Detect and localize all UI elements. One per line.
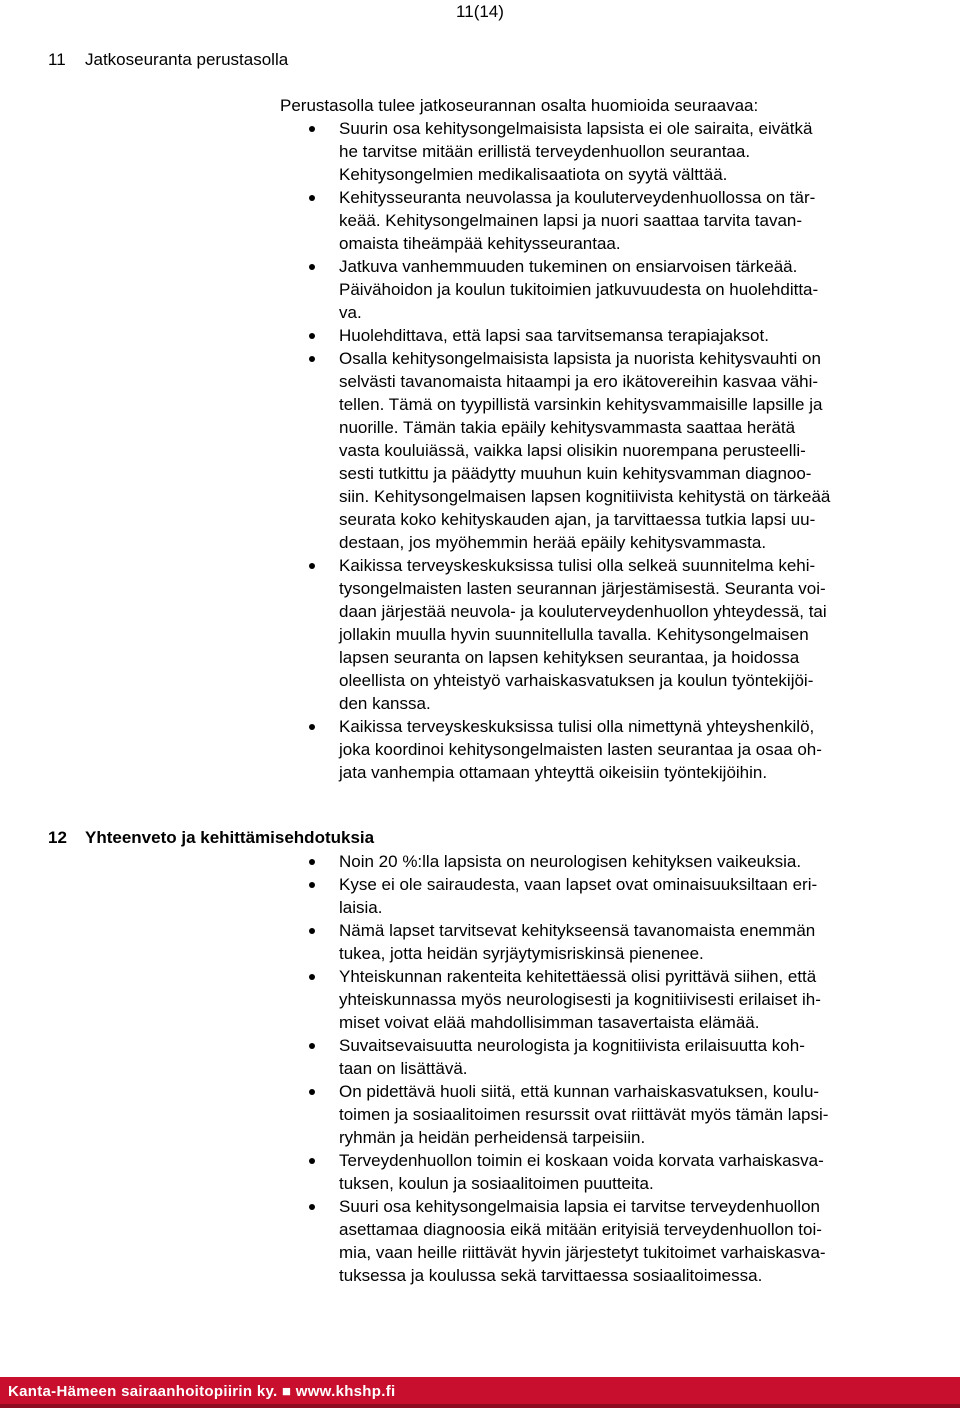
bullet-line: destaan, jos myöhemmin herää epäily kehitysvammasta. — [339, 533, 767, 552]
section-11-heading — [48, 49, 288, 71]
bullet-line: mia, vaan heille riittävät hyvin järjestetyt tukitoimet varhaiskasva- — [339, 1243, 826, 1262]
bullet-line: asettamaa diagnoosia eikä mitään erityisiä terveydenhuollon toi- — [339, 1220, 822, 1239]
bullet-dot-icon — [309, 264, 315, 270]
bullet-item — [339, 850, 914, 873]
bullet-line: va. — [339, 303, 362, 322]
bullet-item — [339, 117, 914, 186]
bullet-item — [339, 324, 914, 347]
bullet-item — [339, 1195, 914, 1287]
page-number: 11(14) — [456, 2, 504, 21]
bullet-line: Kaikissa terveyskeskuksissa tulisi olla nimettynä yhteyshenkilö, — [339, 717, 815, 736]
bullet-line: ryhmän ja heidän perheidensä tarpeisiin. — [339, 1128, 646, 1147]
bullet-line: Terveydenhuollon toimin ei koskaan voida korvata varhaiskasva- — [339, 1151, 824, 1170]
bullet-line: selvästi tavanomaista hitaampi ja ero ikätovereihin kasvaa vähi- — [339, 372, 819, 391]
bullet-line: Kaikissa terveyskeskuksissa tulisi olla selkeä suunnitelma kehi- — [339, 556, 816, 575]
bullet-line: seurata koko kehityskauden ajan, ja tarvittaessa tutkia lapsi uu- — [339, 510, 816, 529]
bullet-line: Suuri osa kehitysongelmaisia lapsia ei tarvitse terveydenhuollon — [339, 1197, 820, 1216]
bullet-line: Osalla kehitysongelmaisista lapsista ja nuorista kehitysvauhti on — [339, 349, 821, 368]
bullet-line: Suvaitsevaisuutta neurologista ja kognitiivista erilaisuutta koh- — [339, 1036, 805, 1055]
footer-bar — [0, 1377, 960, 1408]
bullet-dot-icon — [309, 1204, 315, 1210]
bullet-line: lapsen seuranta on lapsen kehityksen seurantaa, ja hoidossa — [339, 648, 800, 667]
bullet-dot-icon — [309, 724, 315, 730]
bullet-item — [339, 255, 914, 324]
section-11-number: 11 — [48, 50, 66, 69]
bullet-item — [339, 965, 914, 1034]
bullet-line: Kehitysseuranta neuvolassa ja kouluterveydenhuollossa on tär- — [339, 188, 816, 207]
bullet-item — [339, 1080, 914, 1149]
bullet-line: omaista tiheämpää kehitysseurantaa. — [339, 234, 621, 253]
bullet-dot-icon — [309, 974, 315, 980]
bullet-line: Päivähoidon ja koulun tukitoimien jatkuvuudesta on huolehditta- — [339, 280, 819, 299]
bullet-dot-icon — [309, 563, 315, 569]
bullet-line: On pidettävä huoli siitä, että kunnan varhaiskasvatuksen, koulu- — [339, 1082, 820, 1101]
bullet-line: miset voivat elää mahdollisimman tasavertaista elämää. — [339, 1013, 760, 1032]
bullet-line: toimen ja sosiaalitoimen resurssit ovat riittävät myös tämän lapsi- — [339, 1105, 829, 1124]
bullet-line: yhteiskunnassa myös neurologisesti ja kognitiivisesti erilaiset ih- — [339, 990, 821, 1009]
bullet-item — [339, 1149, 914, 1195]
bullet-item — [339, 919, 914, 965]
section-12-heading — [48, 827, 374, 849]
bullet-item — [339, 554, 914, 715]
bullet-line: siin. Kehitysongelmaisen lapsen kognitiivista kehitystä on tärkeää — [339, 487, 831, 506]
bullet-line: nuorille. Tämän takia epäily kehitysvammasta saattaa herätä — [339, 418, 796, 437]
bullet-line: daan järjestää neuvola- ja kouluterveydenhuollon yhteydessä, tai — [339, 602, 827, 621]
bullet-line: joka koordinoi kehitysongelmaisten lasten seurantaa ja osaa oh- — [339, 740, 822, 759]
bullet-dot-icon — [309, 928, 315, 934]
bullet-line: vasta kouluiässä, vaikka lapsi olisikin nuorempana perusteelli- — [339, 441, 806, 460]
bullet-line: Suurin osa kehitysongelmaisista lapsista ei ole sairaita, eivätkä — [339, 119, 813, 138]
bullet-line: sesti tutkittu ja päädytty muuhun kuin kehitysvamman diagnoo- — [339, 464, 812, 483]
bullet-line: laisia. — [339, 898, 383, 917]
bullet-dot-icon — [309, 1043, 315, 1049]
bullet-line: Noin 20 %:lla lapsista on neurologisen kehityksen vaikeuksia. — [339, 852, 802, 871]
section-11-title: Jatkoseuranta perustasolla — [85, 50, 289, 69]
bullet-line: he tarvitse mitään erillistä terveydenhuollon seurantaa. — [339, 142, 751, 161]
bullet-line: tysongelmaisten lasten seurannan järjestämisestä. Seuranta voi- — [339, 579, 826, 598]
bullet-line: Kyse ei ole sairaudesta, vaan lapset ovat ominaisuuksiltaan eri- — [339, 875, 818, 894]
section-11-bullet-list — [339, 117, 914, 784]
section-12-bullet-list — [339, 850, 914, 1287]
bullet-item — [339, 186, 914, 255]
bullet-dot-icon — [309, 859, 315, 865]
footer-text: Kanta-Hämeen sairaanhoitopiirin ky. ■ www.khshp.fi — [8, 1383, 396, 1400]
bullet-line: Huolehdittava, että lapsi saa tarvitsemansa terapiajaksot. — [339, 326, 769, 345]
bullet-dot-icon — [309, 126, 315, 132]
bullet-dot-icon — [309, 1158, 315, 1164]
bullet-line: den kanssa. — [339, 694, 431, 713]
section-11-intro: Perustasolla tulee jatkoseurannan osalta huomioida seuraavaa: — [280, 96, 759, 115]
bullet-dot-icon — [309, 356, 315, 362]
bullet-item — [339, 715, 914, 784]
bullet-line: tuksessa ja koulussa sekä tarvittaessa sosiaalitoimessa. — [339, 1266, 763, 1285]
bullet-line: Nämä lapset tarvitsevat kehitykseensä tavanomaista enemmän — [339, 921, 816, 940]
bullet-line: tellen. Tämä on tyypillistä varsinkin kehitysvammaisille lapsille ja — [339, 395, 823, 414]
bullet-line: jollakin muulla hyvin suunnitellulla tavalla. Kehitysongelmaisen — [339, 625, 809, 644]
bullet-line: oleellista on yhteistyö varhaiskasvatuksen ja koulun työntekijöi- — [339, 671, 814, 690]
section-12-number: 12 — [48, 828, 67, 847]
bullet-line: Yhteiskunnan rakenteita kehitettäessä olisi pyrittävä siihen, että — [339, 967, 817, 986]
bullet-line: tuksen, koulun ja sosiaalitoimen puutteita. — [339, 1174, 654, 1193]
bullet-dot-icon — [309, 882, 315, 888]
bullet-line: taan on lisättävä. — [339, 1059, 468, 1078]
bullet-item — [339, 347, 914, 554]
section-12-title: Yhteenveto ja kehittämisehdotuksia — [85, 828, 375, 847]
bullet-line: keää. Kehitysongelmainen lapsi ja nuori saattaa tarvita tavan- — [339, 211, 803, 230]
bullet-line: tukea, jotta heidän syrjäytymisriskinsä pienenee. — [339, 944, 704, 963]
bullet-line: Kehitysongelmien medikalisaatiota on syytä välttää. — [339, 165, 728, 184]
bullet-dot-icon — [309, 1089, 315, 1095]
bullet-line: jata vanhempia ottamaan yhteyttä oikeisiin työntekijöihin. — [339, 763, 768, 782]
bullet-item — [339, 1034, 914, 1080]
bullet-item — [339, 873, 914, 919]
bullet-line: Jatkuva vanhemmuuden tukeminen on ensiarvoisen tärkeää. — [339, 257, 798, 276]
bullet-dot-icon — [309, 195, 315, 201]
bullet-dot-icon — [309, 333, 315, 339]
